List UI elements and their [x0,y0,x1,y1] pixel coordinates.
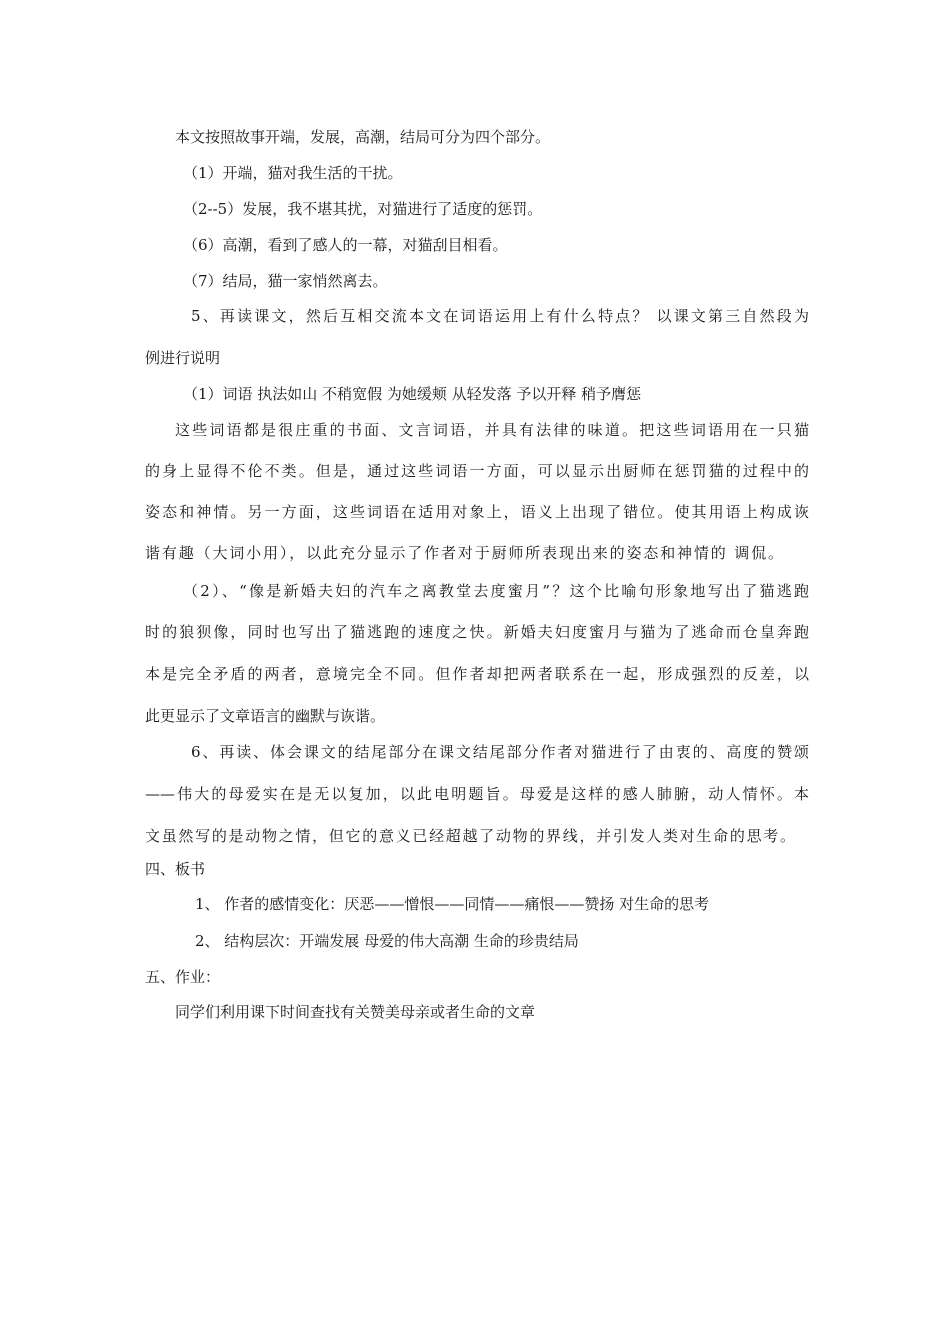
step-6-line-3: 文虽然写的是动物之情，但它的意义已经超越了动物的界线，并引发人类对生命的思考。 [145,827,795,845]
blackboard-item-1: 1、 作者的感情变化：厌恶——憎恨——同情——痛恨——赞扬 对生命的思考 [195,895,710,913]
part-1-line: （1）开端，猫对我生活的干扰。 [183,164,403,182]
vocabulary-analysis-line-1: 这些词语都是很庄重的书面、文言词语，并具有法律的味道。把这些词语用在一只猫 [175,421,809,439]
metaphor-analysis-line-2: 时的狼狈像，同时也写出了猫逃跑的速度之快。新婚夫妇度蜜月与猫为了逃命而仓皇奔跑 [145,623,809,641]
metaphor-analysis-line-4: 此更显示了文章语言的幽默与诙谐。 [145,707,386,725]
vocabulary-analysis-line-2: 的身上显得不伦不类。但是，通过这些词语一方面，可以显示出厨师在惩罚猫的过程中的 [145,462,809,480]
blackboard-heading: 四、板书 [145,860,206,878]
part-4-line: （7）结局，猫一家悄然离去。 [183,272,388,290]
step-6-line-1: 6、再读、体会课文的结尾部分在课文结尾部分作者对猫进行了由衷的、高度的赞颂 [191,743,809,761]
homework-line: 同学们利用课下时间查找有关赞美母亲或者生命的文章 [175,1003,536,1021]
vocabulary-analysis-line-3: 姿态和神情。另一方面，这些词语在适用对象上，语义上出现了错位。使其用语上构成诙 [145,503,809,521]
intro-structure-line: 本文按照故事开端，发展，高潮，结局可分为四个部分。 [175,128,551,146]
metaphor-analysis-line-1: （2）、“像是新婚夫妇的汽车之离教堂去度蜜月”？这个比喻句形象地写出了猫逃跑 [183,582,809,600]
metaphor-analysis-line-3: 本是完全矛盾的两者，意境完全不同。但作者却把两者联系在一起，形成强烈的反差，以 [145,665,809,683]
step-5-heading-line-2: 例进行说明 [145,349,221,367]
blackboard-item-2: 2、 结构层次：开端发展 母爱的伟大高潮 生命的珍贵结局 [195,932,579,950]
part-3-line: （6）高潮，看到了感人的一幕，对猫刮目相看。 [183,236,508,254]
step-5-heading-line-1: 5、再读课文，然后互相交流本文在词语运用上有什么特点？ 以课文第三自然段为 [191,307,809,325]
vocabulary-list-line: （1）词语 执法如山 不稍宽假 为她缓颊 从轻发落 予以开释 稍予膺惩 [183,385,642,403]
step-6-line-2: ——伟大的母爱实在是无以复加，以此电明题旨。母爱是这样的感人肺腑，动人情怀。本 [145,785,809,803]
part-2-line: （2--5）发展，我不堪其扰，对猫进行了适度的惩罚。 [183,200,543,218]
homework-heading: 五、作业： [145,968,221,986]
vocabulary-analysis-line-4: 谐有趣（大词小用），以此充分显示了作者对于厨师所表现出来的姿态和神情的 调侃。 [145,544,783,562]
